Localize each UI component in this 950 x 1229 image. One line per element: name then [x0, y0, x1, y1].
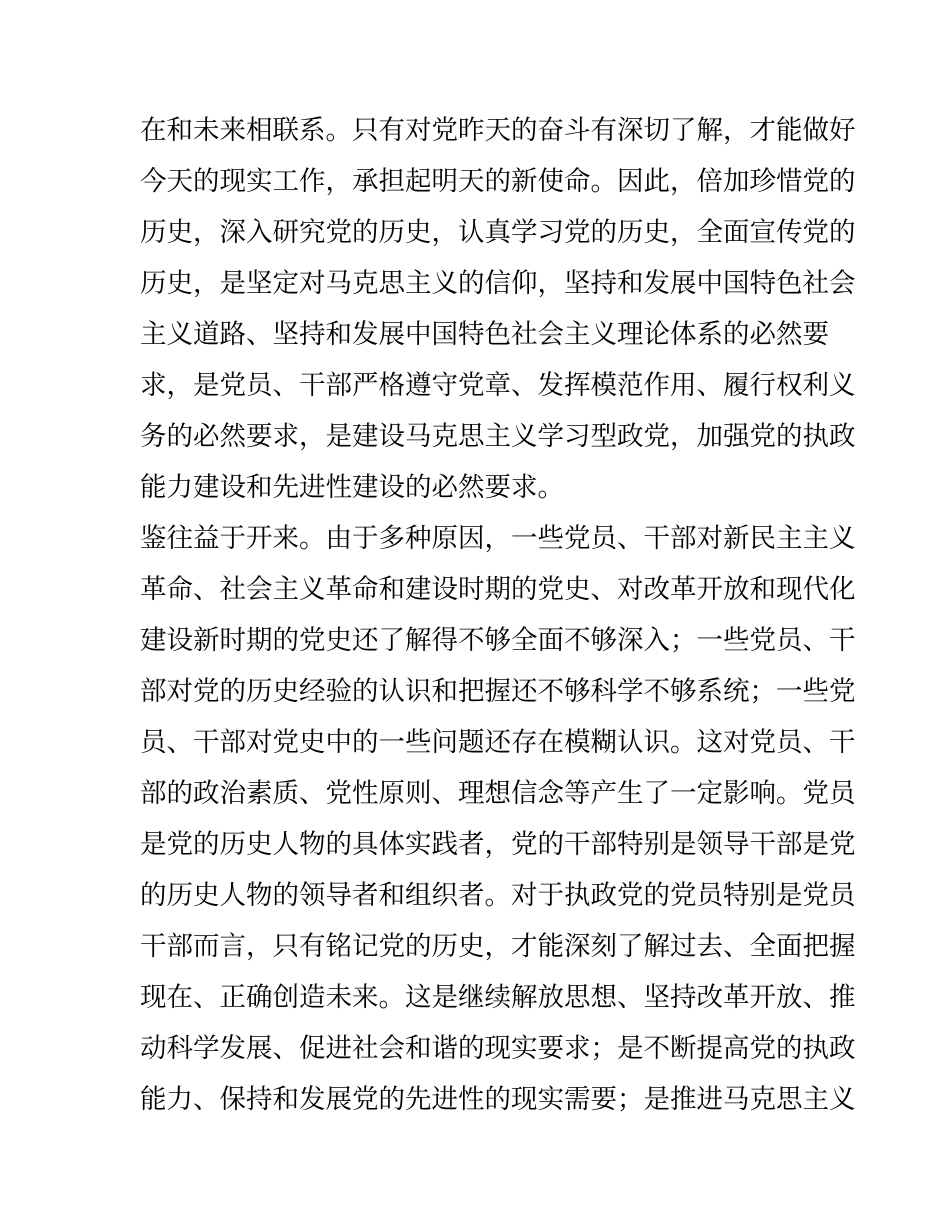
text-line: 员、干部对党史中的一些问题还存在模糊认识。这对党员、干	[140, 727, 856, 758]
text-line: 建设新时期的党史还了解得不够全面不够深入；一些党员、干	[140, 625, 856, 656]
text-line: 历史，深入研究党的历史，认真学习党的历史，全面宣传党的	[140, 217, 856, 248]
text-line: 部的政治素质、党性原则、理想信念等产生了一定影响。党员	[140, 778, 856, 809]
text-line: 鉴往益于开来。由于多种原因，一些党员、干部对新民主主义	[140, 523, 856, 554]
text-line: 革命、社会主义革命和建设时期的党史、对改革开放和现代化	[140, 574, 856, 605]
text-line: 是党的历史人物的具体实践者，党的干部特别是领导干部是党	[140, 829, 856, 860]
text-line: 主义道路、坚持和发展中国特色社会主义理论体系的必然要	[140, 319, 829, 350]
text-line: 求，是党员、干部严格遵守党章、发挥模范作用、履行权利义	[140, 370, 856, 401]
text-line: 的历史人物的领导者和组织者。对于执政党的党员特别是党员	[140, 880, 856, 911]
text-line: 现在、正确创造未来。这是继续解放思想、坚持改革开放、推	[140, 982, 856, 1013]
text-line: 能力建设和先进性建设的必然要求。	[140, 472, 564, 503]
text-line: 动科学发展、促进社会和谐的现实要求；是不断提高党的执政	[140, 1033, 856, 1064]
text-line: 部对党的历史经验的认识和把握还不够科学不够系统；一些党	[140, 676, 856, 707]
text-line: 干部而言，只有铭记党的历史，才能深刻了解过去、全面把握	[140, 931, 856, 962]
text-line: 能力、保持和发展党的先进性的现实需要；是推进马克思主义	[140, 1084, 856, 1115]
body-text	[140, 105, 856, 1125]
text-line: 今天的现实工作，承担起明天的新使命。因此，倍加珍惜党的	[140, 166, 856, 197]
text-line: 务的必然要求，是建设马克思主义学习型政党，加强党的执政	[140, 421, 856, 452]
text-line: 在和未来相联系。只有对党昨天的奋斗有深切了解，才能做好	[140, 115, 856, 146]
text-line: 历史，是坚定对马克思主义的信仰，坚持和发展中国特色社会	[140, 268, 856, 299]
